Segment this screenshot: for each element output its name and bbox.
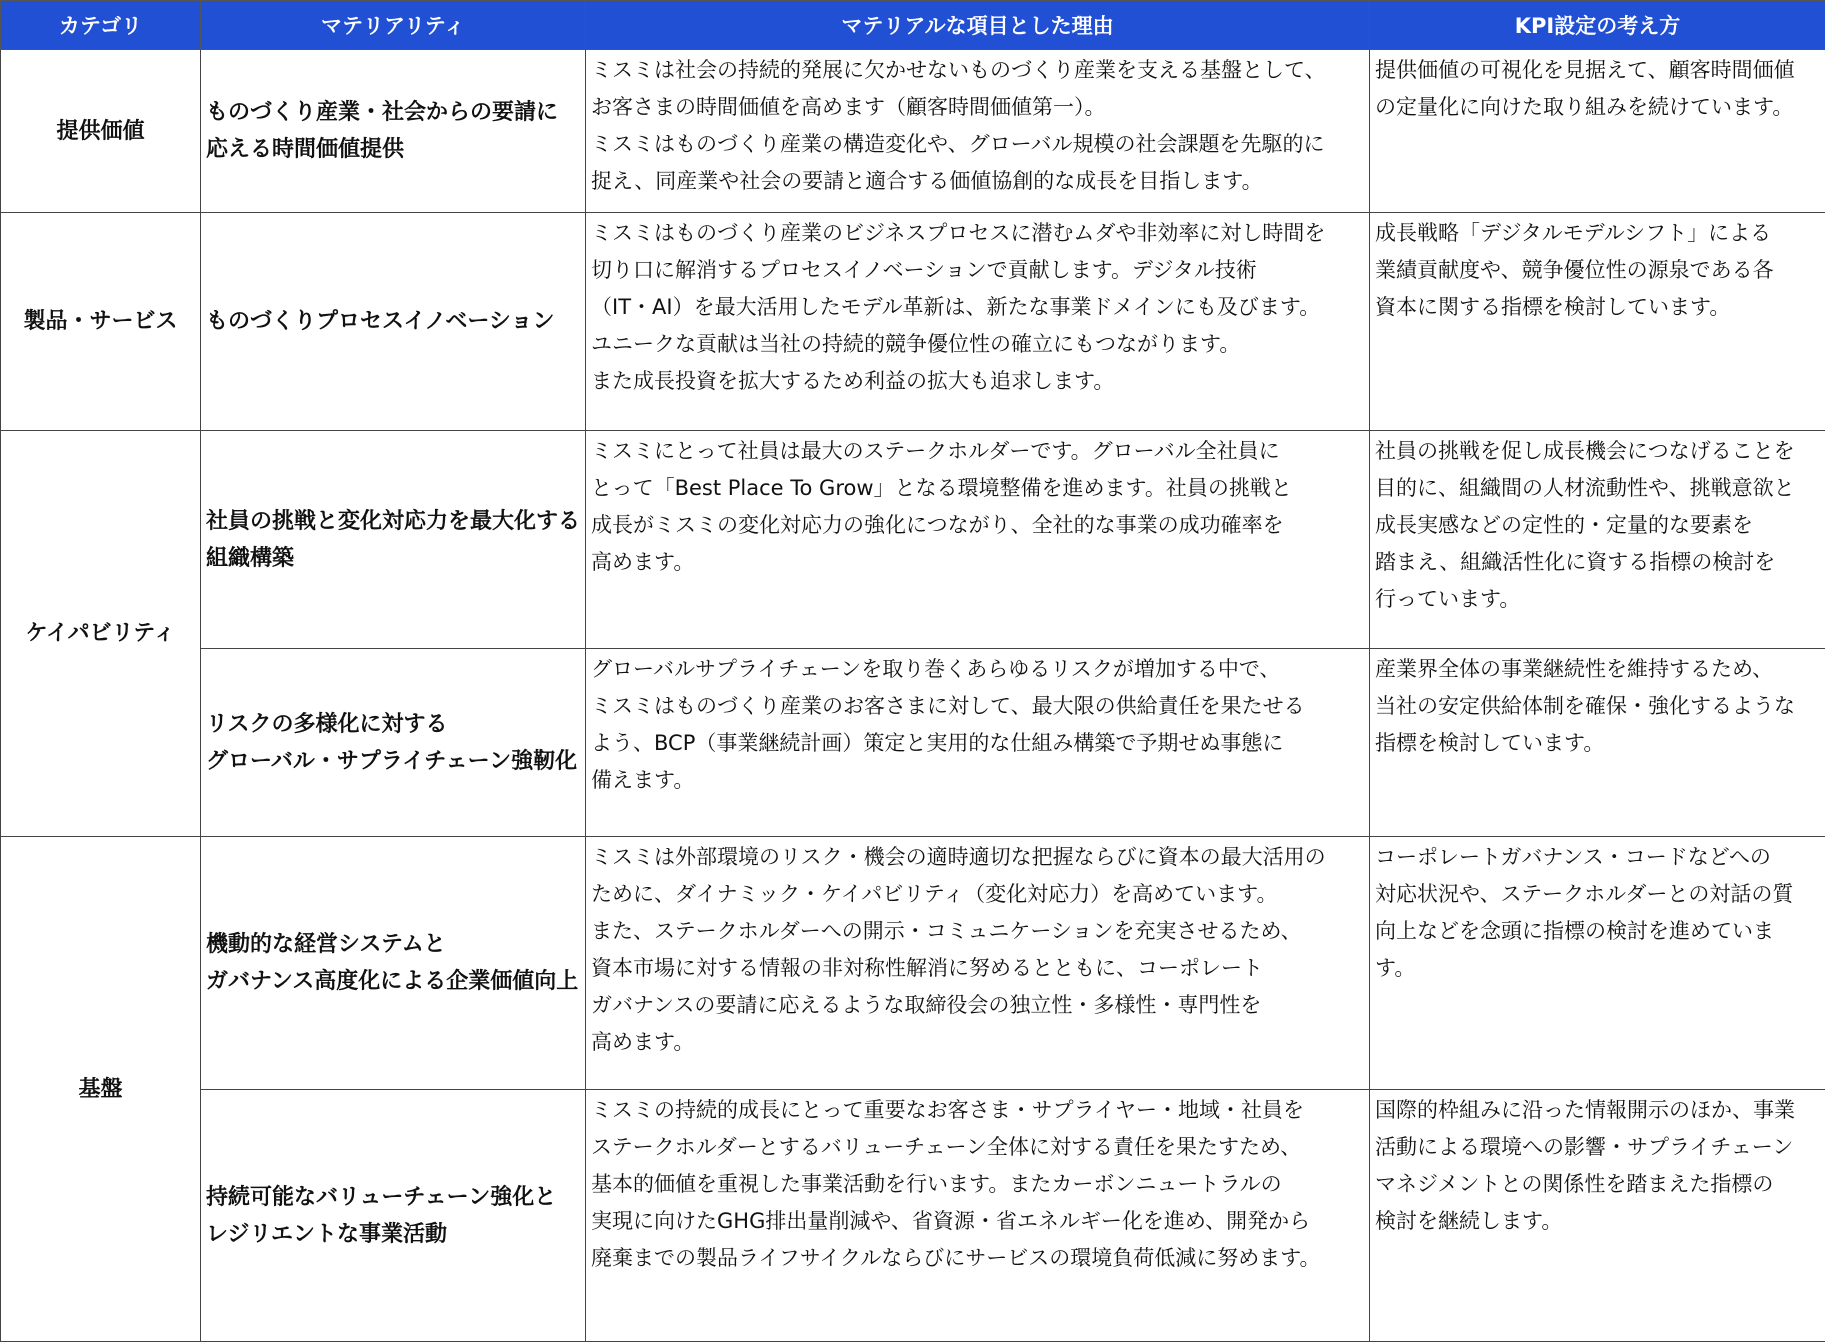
kpi-line: 検討を継続します。 [1375,1203,1821,1240]
materiality-line: ガバナンス高度化による企業価値向上 [206,963,581,1000]
reason-line: 捉え、同産業や社会の要請と適合する価値協創的な成長を目指します。 [591,163,1365,200]
kpi-cell [1370,50,1825,213]
reason-line: ために、ダイナミック・ケイパビリティ（変化対応力）を高めています。 [591,876,1365,913]
reason-cell [586,213,1370,431]
materiality-cell [201,649,586,837]
reason-line: ミスミは外部環境のリスク・機会の適時適切な把握ならびに資本の最大活用の [591,839,1365,876]
kpi-line: 踏まえ、組織活性化に資する指標の検討を [1375,544,1821,581]
category-cell: 基盤 [1,837,201,1342]
materiality-cell [201,837,586,1090]
materiality-line: レジリエントな事業活動 [206,1216,581,1253]
materiality-line: 組織構築 [206,540,581,577]
kpi-cell [1370,649,1825,837]
reason-line: ミスミはものづくり産業のお客さまに対して、最大限の供給責任を果たせる [591,688,1365,725]
kpi-line: 行っています。 [1375,581,1821,618]
reason-line: また、ステークホルダーへの開示・コミュニケーションを充実させるため、 [591,913,1365,950]
header-row [1,1,1825,50]
kpi-line: 対応状況や、ステークホルダーとの対話の質 [1375,876,1821,913]
reason-line: 高めます。 [591,1024,1365,1061]
reason-line: ユニークな貢献は当社の持続的競争優位性の確立にもつながります。 [591,326,1365,363]
kpi-line: 資本に関する指標を検討しています。 [1375,289,1821,326]
reason-line: 切り口に解消するプロセスイノベーションで貢献します。デジタル技術 [591,252,1365,289]
materiality-line: 持続可能なバリューチェーン強化と [206,1179,581,1216]
reason-cell [586,1090,1370,1342]
reason-line: ミスミはものづくり産業の構造変化や、グローバル規模の社会課題を先駆的に [591,126,1365,163]
kpi-line: 向上などを念頭に指標の検討を進めていま [1375,913,1821,950]
reason-line: ミスミは社会の持続的発展に欠かせないものづくり産業を支える基盤として、 [591,52,1365,89]
reason-cell [586,431,1370,649]
reason-line: グローバルサプライチェーンを取り巻くあらゆるリスクが増加する中で、 [591,651,1365,688]
header-reason: マテリアルな項目とした理由 [586,1,1370,50]
table-row [1,837,1825,1090]
reason-line: ミスミの持続的成長にとって重要なお客さま・サプライヤー・地域・社員を [591,1092,1365,1129]
reason-line: 備えます。 [591,762,1365,799]
materiality-cell [201,50,586,213]
table-row [1,649,1825,837]
kpi-line: 指標を検討しています。 [1375,725,1821,762]
reason-line: ステークホルダーとするバリューチェーン全体に対する責任を果たすため、 [591,1129,1365,1166]
reason-line: ミスミにとって社員は最大のステークホルダーです。グローバル全社員に [591,433,1365,470]
category-cell: 提供価値 [1,50,201,213]
table-row [1,431,1825,649]
reason-line: 資本市場に対する情報の非対称性解消に努めるとともに、コーポレート [591,950,1365,987]
kpi-line: 社員の挑戦を促し成長機会につなげることを [1375,433,1821,470]
kpi-line: コーポレートガバナンス・コードなどへの [1375,839,1821,876]
reason-line: （IT・AI）を最大活用したモデル革新は、新たな事業ドメインにも及びます。 [591,289,1365,326]
materiality-line: ものづくり産業・社会からの要請に [206,94,581,131]
materiality-cell [201,1090,586,1342]
kpi-line: 国際的枠組みに沿った情報開示のほか、事業 [1375,1092,1821,1129]
header-category: カテゴリ [1,1,201,50]
category-cell: 製品・サービス [1,213,201,431]
kpi-line: 活動による環境への影響・サプライチェーン [1375,1129,1821,1166]
header-materiality: マテリアリティ [201,1,586,50]
reason-line: お客さまの時間価値を高めます（顧客時間価値第一）。 [591,89,1365,126]
materiality-cell [201,213,586,431]
reason-line: 高めます。 [591,544,1365,581]
materiality-line: 機動的な経営システムと [206,926,581,963]
materiality-cell [201,431,586,649]
kpi-line: 目的に、組織間の人材流動性や、挑戦意欲と [1375,470,1821,507]
kpi-line: す。 [1375,950,1821,987]
materiality-line: グローバル・サプライチェーン強靭化 [206,743,581,780]
header-kpi: KPI設定の考え方 [1370,1,1825,50]
reason-line: 基本的価値を重視した事業活動を行います。またカーボンニュートラルの [591,1166,1365,1203]
kpi-line: 産業界全体の事業継続性を維持するため、 [1375,651,1821,688]
materiality-line: 応える時間価値提供 [206,131,581,168]
reason-line: ミスミはものづくり産業のビジネスプロセスに潜むムダや非効率に対し時間を [591,215,1365,252]
reason-line: とって「Best Place To Grow」となる環境整備を進めます。社員の挑戦と [591,470,1365,507]
kpi-cell [1370,213,1825,431]
kpi-line: 当社の安定供給体制を確保・強化するような [1375,688,1821,725]
kpi-line: 提供価値の可視化を見据えて、顧客時間価値 [1375,52,1821,89]
table-row [1,50,1825,213]
reason-cell [586,50,1370,213]
kpi-line: の定量化に向けた取り組みを続けています。 [1375,89,1821,126]
materiality-line: リスクの多様化に対する [206,706,581,743]
materiality-line: ものづくりプロセスイノベーション [206,303,581,340]
table-row [1,213,1825,431]
kpi-line: 成長実感などの定性的・定量的な要素を [1375,507,1821,544]
reason-line: 成長がミスミの変化対応力の強化につながり、全社的な事業の成功確率を [591,507,1365,544]
reason-cell [586,837,1370,1090]
reason-cell [586,649,1370,837]
kpi-cell [1370,1090,1825,1342]
table-row [1,1090,1825,1342]
kpi-line: 業績貢献度や、競争優位性の源泉である各 [1375,252,1821,289]
materiality-line: 社員の挑戦と変化対応力を最大化する [206,503,581,540]
reason-line: 実現に向けたGHG排出量削減や、省資源・省エネルギー化を進め、開発から [591,1203,1365,1240]
kpi-line: 成長戦略「デジタルモデルシフト」による [1375,215,1821,252]
reason-line: また成長投資を拡大するため利益の拡大も追求します。 [591,363,1365,400]
kpi-cell [1370,431,1825,649]
reason-line: 廃棄までの製品ライフサイクルならびにサービスの環境負荷低減に努めます。 [591,1240,1365,1277]
reason-line: ガバナンスの要請に応えるような取締役会の独立性・多様性・専門性を [591,987,1365,1024]
category-cell: ケイパビリティ [1,431,201,837]
reason-line: よう、BCP（事業継続計画）策定と実用的な仕組み構築で予期せぬ事態に [591,725,1365,762]
kpi-cell [1370,837,1825,1090]
kpi-line: マネジメントとの関係性を踏まえた指標の [1375,1166,1821,1203]
